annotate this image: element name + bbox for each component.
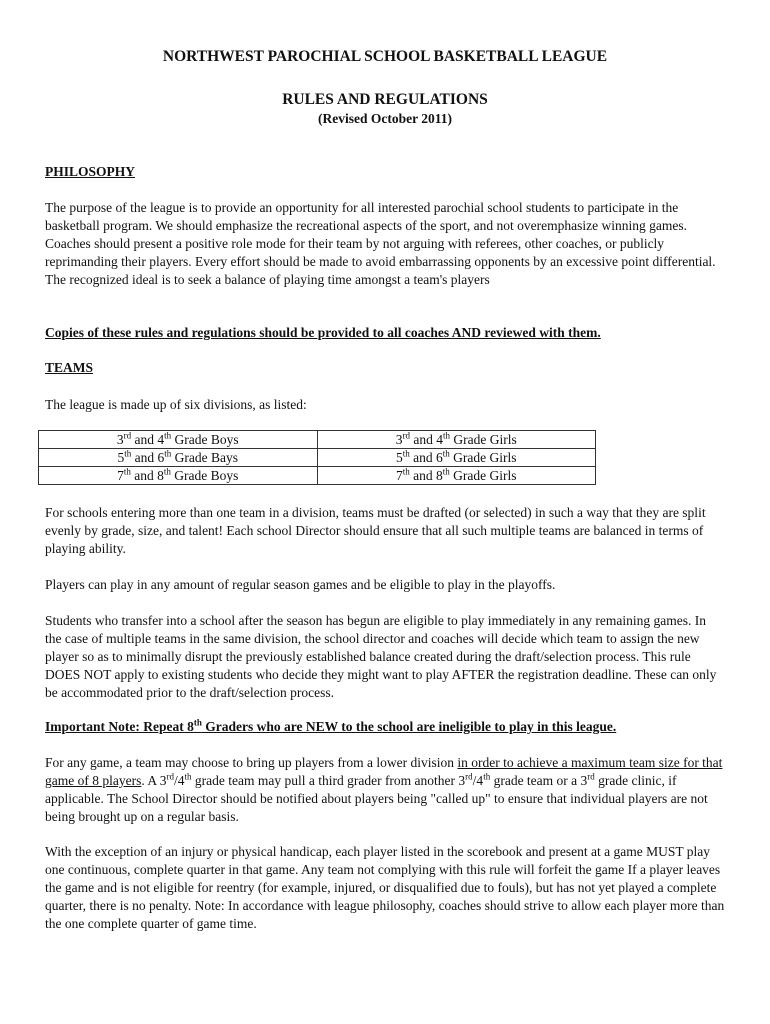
league-title: NORTHWEST PAROCHIAL SCHOOL BASKETBALL LEAGUE [162,48,608,65]
divisions-table [38,430,596,485]
quarter-paragraph: With the exception of an injury or physical handicap, each player listed in the scorebook and present at a game MUST play one continuous, complete quarter in that game. Any team not complying with this rule will forfeit the game If a player leaves the game and is not eligible for reentry (for example, injured, or disqualified due to fouls), but has not yet played a complete quarter, there is no penalty. Note: In accordance with league philosophy, coaches should strive to allow each player more than the one complete quarter of game time. [45,844,725,931]
copies-note: Copies of these rules and regulations should be provided to all coaches AND reviewed with them. [45,325,601,340]
division-boys-3-4: 3rd and 4th Grade Boys [39,431,318,449]
table-row [39,467,596,485]
division-girls-7-8: 7th and 8th Grade Girls [317,467,596,485]
important-note: Important Note: Repeat 8th Graders who are NEW to the school are ineligible to play in this league. [45,717,617,734]
document-title: RULES AND REGULATIONS [282,91,488,108]
callup-paragraph: For any game, a team may choose to bring up players from a lower division in order to achieve a maximum team size for that game of 8 players. A 3rd/4th grade team may pull a third grader from another 3rd/4th grade team or a 3rd grade clinic, if applicable. The School Director should be notified about players being "called up" to ensure that individual players are not being brought up on a regular basis. [45,755,723,824]
philosophy-paragraph: The purpose of the league is to provide an opportunity for all interested parochial school students to participate in the basketball program. We should emphasize the recreational aspects of the sport, and not overemphasize winning games. Coaches should present a positive role mode for their team by not arguing with referees, other coaches, or publicly reprimanding their players. Every effort should be made to avoid embarrassing opponents by an excessive point differential. The recognized ideal is to seek a balance of playing time amongst a team's players [45,200,716,287]
division-girls-5-6: 5th and 6th Grade Girls [317,449,596,467]
draft-paragraph: For schools entering more than one team in a division, teams must be drafted (or selected) in such a way that they are split evenly by grade, size, and talent! Each school Director should ensure that all such multiple teams are balanced in terms of playing ability. [45,505,706,556]
divisions-intro: The league is made up of six divisions, as listed: [45,397,307,412]
transfer-paragraph: Students who transfer into a school after the season has begun are eligible to play immediately in any remaining games. In the case of multiple teams in the same division, the school director and coaches will decide which team to assign the new player so as to minimally disrupt the previously established balance created during the draft/selection process. This rule DOES NOT apply to existing students who decide they might want to play AFTER the registration deadline. These can only be accommodated prior to the draft/selection process. [45,613,717,700]
philosophy-heading: PHILOSOPHY [45,164,136,179]
division-boys-5-6: 5th and 6th Grade Bays [39,449,318,467]
revision-date: (Revised October 2011) [318,111,452,126]
playoffs-paragraph: Players can play in any amount of regular season games and be eligible to play in the playoffs. [45,577,556,592]
teams-heading: TEAMS [45,360,94,375]
table-row [39,449,596,467]
division-boys-7-8: 7th and 8th Grade Boys [39,467,318,485]
division-girls-3-4: 3rd and 4th Grade Girls [317,431,596,449]
table-row [39,431,596,449]
